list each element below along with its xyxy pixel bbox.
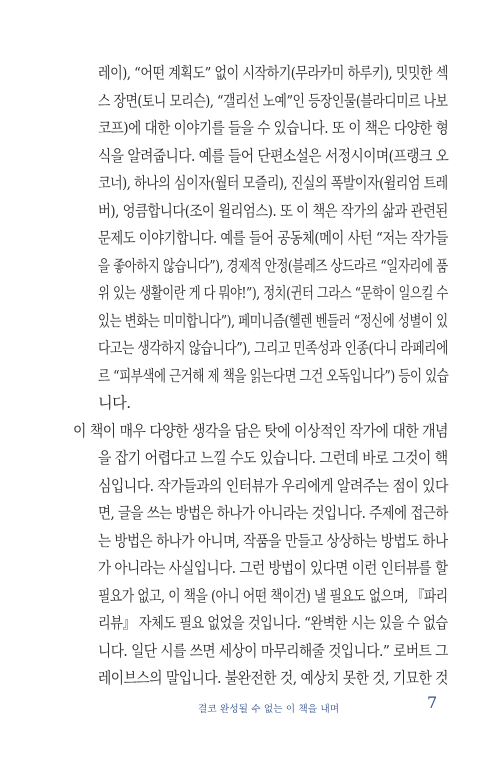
body-line-13: 니다. <box>98 394 131 412</box>
body-line-10: 있는 변화는 미미합니다”), 페미니즘(헬렌 벤들러 “정신에 성별이 있 <box>98 311 448 330</box>
body-line-14: 이 책이 매우 다양한 생각을 담은 탓에 이상적인 작가에 대한 개념 <box>73 421 448 440</box>
body-line-16: 심입니다. 작가들과의 인터뷰가 우리에게 알려주는 점이 있다 <box>98 476 448 495</box>
body-line-15: 을 잡기 어렵다고 느낄 수도 있습니다. 그런데 바로 그것이 핵 <box>98 449 448 467</box>
body-line-11: 다고는 생각하지 않습니다”), 그리고 민족성과 인종(다니 라페리에 <box>98 339 449 357</box>
body-line-20: 필요가 없고, 이 책을 (아니 어떤 책이건) 낼 필요도 없으며, 『파리 <box>98 586 448 605</box>
body-line-1: 레이), “어떤 계획도” 없이 시작하기(무라카미 하루키), 밋밋한 섹 <box>98 64 448 82</box>
body-line-5: 코너), 하나의 심이자(월터 모즐리), 진실의 폭발이자(윌리엄 트레 <box>98 174 448 192</box>
body-line-2: 스 장면(토니 모리슨), “갤리선 노예”인 등장인물(블라디미르 나보 <box>98 91 448 110</box>
body-line-21: 리뷰』 자체도 필요 없었을 것입니다. “완벽한 시는 있을 수 없습 <box>98 614 448 632</box>
body-line-4: 식을 알려줍니다. 예를 들어 단편소설은 서정시이며(프랭크 오 <box>98 146 449 165</box>
page-number: 7 <box>427 693 438 712</box>
body-line-6: 버), 엉큼합니다(조이 윌리엄스). 또 이 책은 작가의 삶과 관련된 <box>98 201 448 220</box>
body-line-22: 니다. 일단 시를 쓰면 세상이 마무리해줄 것입니다.” 로버트 그 <box>98 641 448 660</box>
body-line-12: 르 “피부색에 근거해 제 책을 읽는다면 그건 오독입니다”) 등이 있습 <box>98 366 449 385</box>
body-line-8: 을 좋아하지 않습니다”), 경제적 안정(블레즈 상드라르 “일자리에 품 <box>98 256 448 275</box>
body-line-9: 위 있는 생활이란 게 다 뭐야!”), 정치(귄터 그라스 “문학이 일으킬 수 <box>98 284 448 302</box>
body-line-19: 가 아니라는 사실입니다. 그런 방법이 있다면 이런 인터뷰를 할 <box>98 559 448 577</box>
body-line-3: 코프)에 대한 이야기를 들을 수 있습니다. 또 이 책은 다양한 형 <box>98 119 449 137</box>
body-line-18: 는 방법은 하나가 아니며, 작품을 만들고 상상하는 방법도 하나 <box>98 531 448 550</box>
body-line-7: 문제도 이야기합니다. 예를 들어 공동체(메이 사턴 “저는 작가들 <box>98 229 448 247</box>
body-line-23: 레이브스의 말입니다. 불완전한 것, 예상치 못한 것, 기묘한 것 <box>98 669 448 687</box>
running-title: 결코 완성될 수 없는 이 책을 내며 <box>198 704 340 715</box>
body-line-17: 면, 글을 쓰는 방법은 하나가 아니라는 것입니다. 주제에 접근하 <box>98 504 448 522</box>
